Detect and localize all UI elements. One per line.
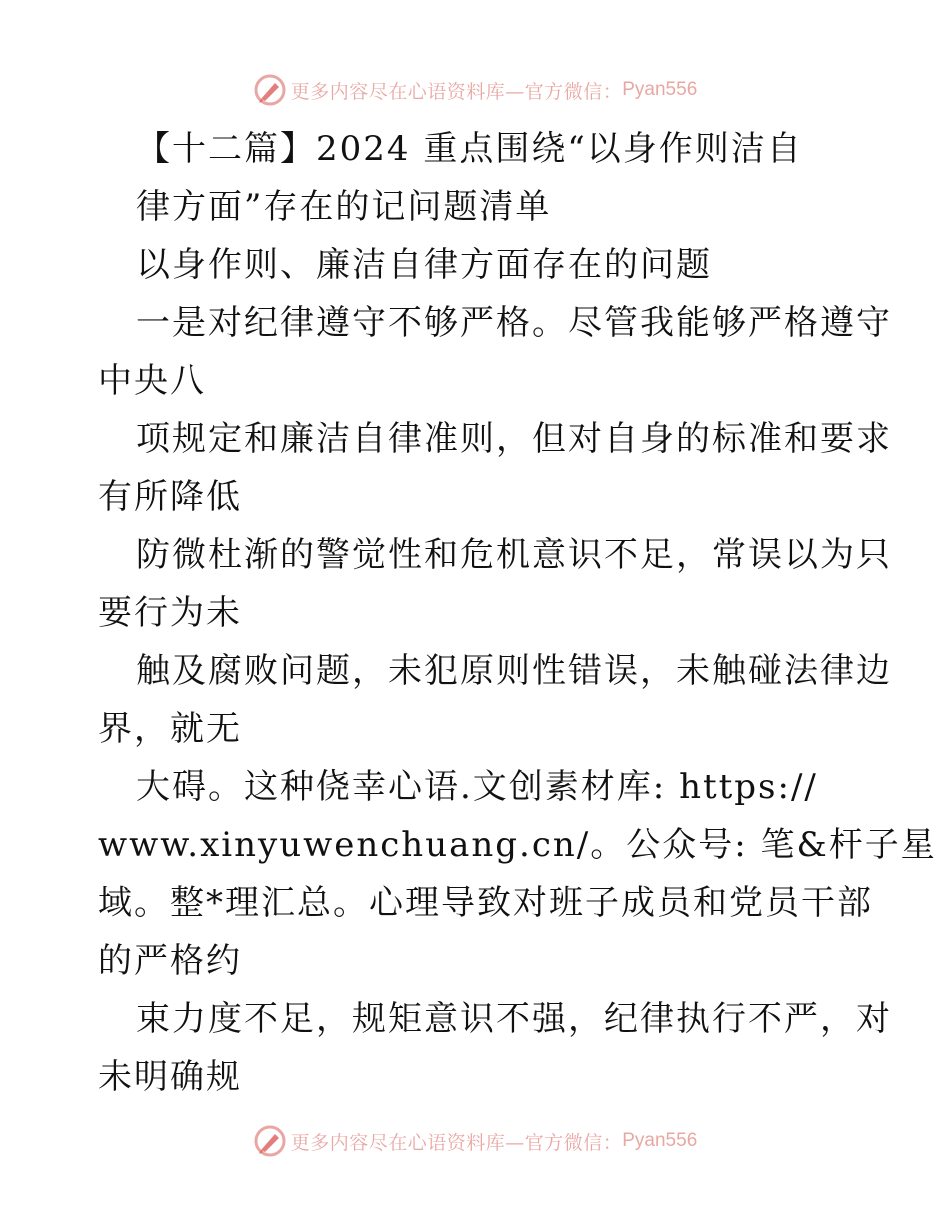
text-line: 未明确规 — [98, 1057, 242, 1097]
text-line: 一是对纪律遵守不够严格。尽管我能够严格遵守 — [136, 303, 892, 343]
text-line: www.xinyuwenchuang.cn/。公众号: 笔&杆子星 — [98, 825, 937, 865]
text-line: 的严格约 — [98, 941, 242, 981]
footer-watermark-wechat-id: Pyan556 — [622, 1130, 698, 1151]
pen-logo-icon — [253, 73, 287, 107]
text-line: 有所降低 — [98, 477, 242, 517]
footer-watermark-banner — [0, 1121, 950, 1161]
header-watermark-banner — [0, 70, 950, 110]
footer-watermark-text: 更多内容尽在心语资料库—官方微信： — [290, 1131, 623, 1154]
text-line: 项规定和廉洁自律准则，但对自身的标准和要求 — [136, 419, 892, 459]
text-line: 防微杜渐的警觉性和危机意识不足，常误以为只 — [136, 535, 892, 575]
document-body — [98, 120, 937, 1106]
document-title-line-2: 律方面”存在的记问题清单 — [136, 187, 552, 227]
text-line: 触及腐败问题，未犯原则性错误，未触碰法律边 — [136, 651, 892, 691]
text-line: 中央八 — [98, 361, 206, 401]
text-line: 要行为未 — [98, 593, 242, 633]
document-title-line-1: 【十二篇】2024 重点围绕“以身作则洁自 — [136, 129, 803, 169]
text-line: 大碍。这种侥幸心语.文创素材库: https:// — [136, 767, 818, 807]
text-line: 束力度不足，规矩意识不强，纪律执行不严，对 — [136, 999, 892, 1039]
header-watermark-text: 更多内容尽在心语资料库—官方微信： — [290, 80, 623, 103]
header-watermark-wechat-id: Pyan556 — [622, 79, 698, 100]
text-line: 界，就无 — [98, 709, 242, 749]
text-line: 域。整*理汇总。心理导致对班子成员和党员干部 — [98, 883, 873, 923]
section-heading: 以身作则、廉洁自律方面存在的问题 — [136, 245, 712, 285]
pen-logo-icon — [253, 1124, 287, 1158]
